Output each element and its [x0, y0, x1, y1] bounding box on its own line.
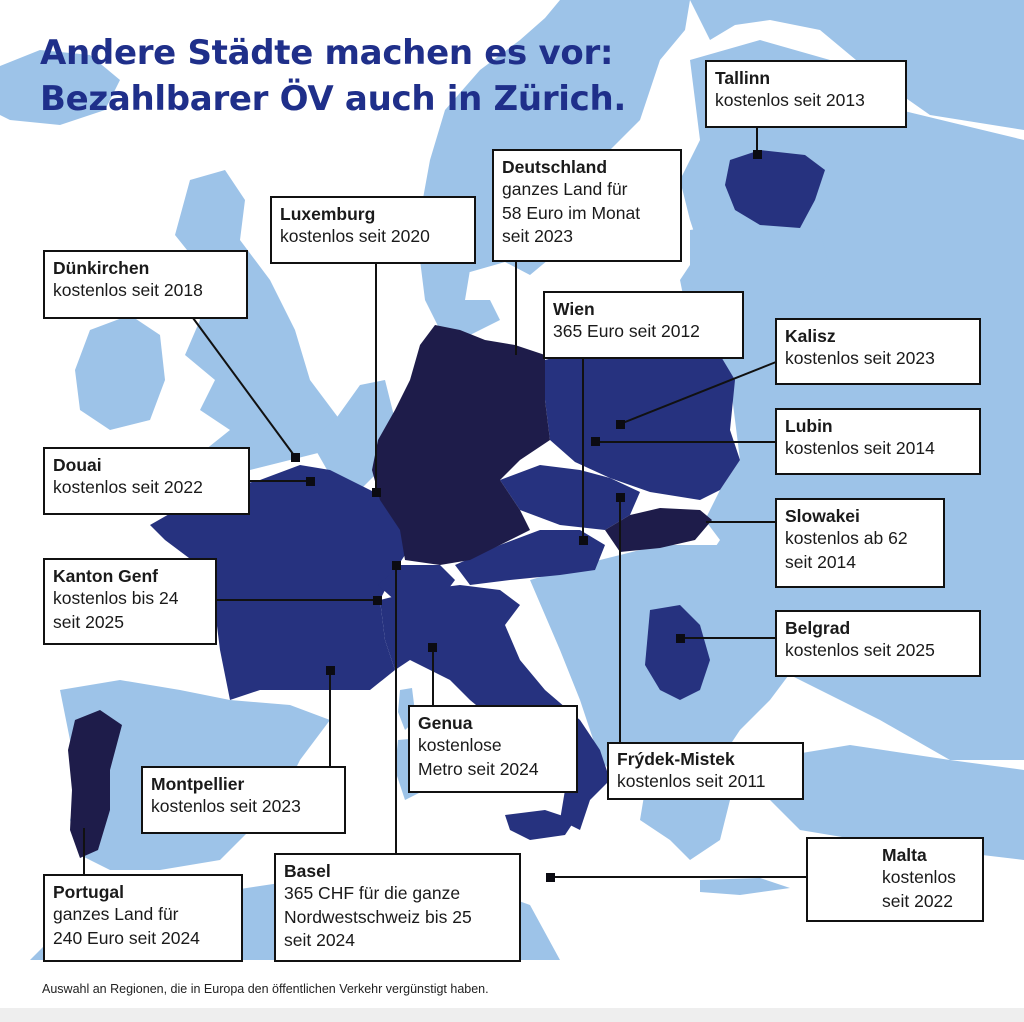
marker-wien	[579, 536, 588, 545]
crete-shape	[700, 878, 790, 895]
label-name: Tallinn	[715, 68, 771, 88]
marker-luxemburg	[372, 488, 381, 497]
label-name: Genua	[418, 713, 473, 733]
title-line-2: Bezahlbarer ÖV auch in Zürich.	[40, 79, 627, 119]
title-line-1: Andere Städte machen es vor:	[40, 33, 614, 73]
label-text: kostenlos ab 62 seit 2014	[785, 528, 908, 572]
label-text: kostenlos seit 2018	[53, 280, 203, 300]
label-name: Basel	[284, 861, 331, 881]
marker-genua	[428, 643, 437, 652]
bottom-bar	[0, 1008, 1024, 1022]
marker-kalisz	[616, 420, 625, 429]
label-name: Montpellier	[151, 774, 245, 794]
label-text: kostenlose Metro seit 2024	[418, 735, 539, 779]
label-montpellier	[141, 766, 346, 834]
label-name: Frýdek-Mistek	[617, 749, 735, 769]
label-douai	[43, 447, 250, 515]
label-name: Portugal	[53, 882, 124, 902]
label-belgrad	[775, 610, 981, 677]
label-genua	[408, 705, 578, 793]
label-luxemburg	[270, 196, 476, 264]
label-kanton-genf	[43, 558, 217, 645]
page-title	[40, 30, 660, 122]
label-name: Malta	[882, 845, 927, 865]
ireland-shape	[75, 315, 165, 430]
marker-basel	[392, 561, 401, 570]
label-text: kostenlos seit 2014	[785, 438, 935, 458]
label-text: kostenlos seit 2023	[151, 796, 301, 816]
label-duenkirchen	[43, 250, 248, 319]
label-name: Slowakei	[785, 506, 860, 526]
label-wien	[543, 291, 744, 359]
label-name: Lubin	[785, 416, 833, 436]
label-portugal	[43, 874, 243, 962]
label-name: Kanton Genf	[53, 566, 158, 586]
label-slowakei	[775, 498, 945, 588]
label-name: Luxemburg	[280, 204, 376, 224]
marker-lubin	[591, 437, 600, 446]
label-name: Belgrad	[785, 618, 851, 638]
label-lubin	[775, 408, 981, 475]
marker-tallinn	[753, 150, 762, 159]
label-text: 365 CHF für die ganze Nordwestschweiz bis 25 seit 2024	[284, 883, 472, 950]
label-name: Deutschland	[502, 157, 608, 177]
label-text: ganzes Land für 240 Euro seit 2024	[53, 904, 200, 948]
marker-montpellier	[326, 666, 335, 675]
label-frydek-mistek	[607, 742, 804, 800]
footnote: Auswahl an Regionen, die in Europa den öffentlichen Verkehr vergünstigt haben.	[42, 982, 489, 996]
label-text: kostenlos seit 2011	[617, 771, 766, 791]
marker-douai	[306, 477, 315, 486]
marker-duenkirchen	[291, 453, 300, 462]
label-text: kostenlos seit 2020	[280, 226, 430, 246]
label-text: kostenlos seit 2023	[785, 348, 935, 368]
label-malta	[806, 837, 984, 922]
label-kalisz	[775, 318, 981, 385]
label-name: Douai	[53, 455, 102, 475]
marker-malta	[546, 873, 555, 882]
label-name: Dünkirchen	[53, 258, 150, 278]
label-text: kostenlos bis 24 seit 2025	[53, 588, 179, 632]
label-name: Kalisz	[785, 326, 836, 346]
label-tallinn	[705, 60, 907, 128]
marker-frydek-mistek	[616, 493, 625, 502]
label-text: kostenlos seit 2022	[53, 477, 203, 497]
label-text: kostenlos seit 2025	[785, 640, 935, 660]
label-text: ganzes Land für 58 Euro im Monat seit 2023	[502, 179, 641, 246]
marker-belgrad	[676, 634, 685, 643]
label-name: Wien	[553, 299, 595, 319]
label-deutschland	[492, 149, 682, 262]
label-text: 365 Euro seit 2012	[553, 321, 700, 341]
label-text: kostenlos seit 2022	[882, 867, 956, 911]
label-text: kostenlos seit 2013	[715, 90, 865, 110]
label-basel	[274, 853, 521, 962]
marker-kanton-genf	[373, 596, 382, 605]
